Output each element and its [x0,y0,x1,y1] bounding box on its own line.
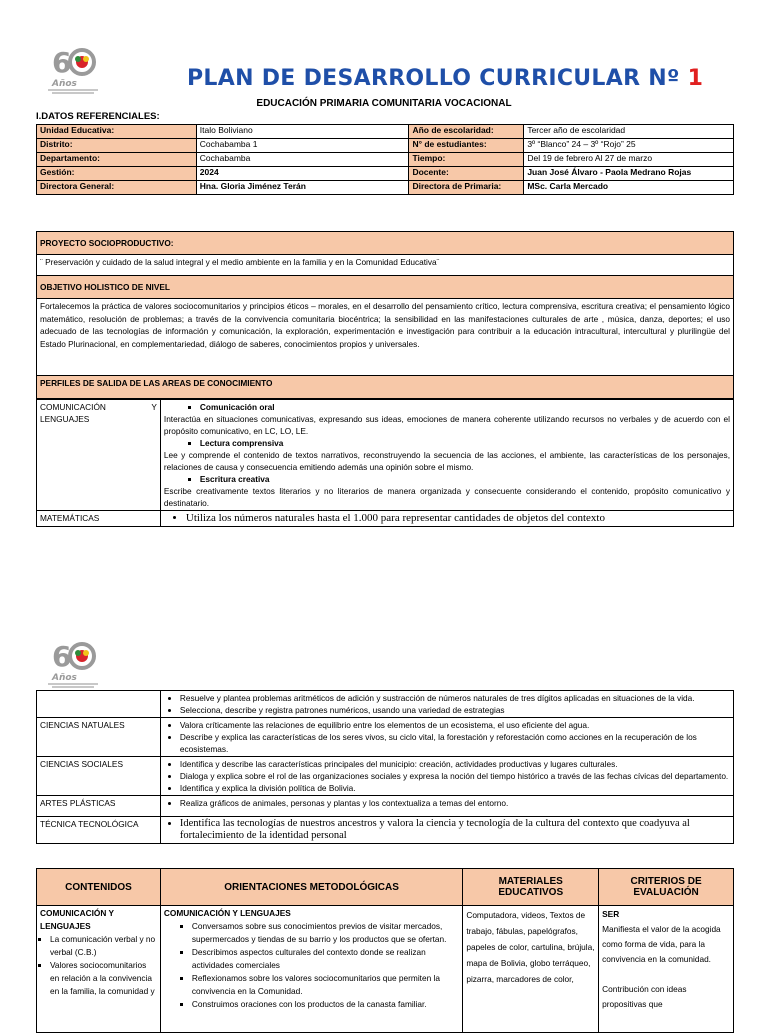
project-table [36,231,734,399]
info-label: N° de estudiantes: [409,139,524,153]
page-subtitle: EDUCACIÓN PRIMARIA COMUNITARIA VOCACIONAL [256,98,512,109]
area-label-artes-plasticas: ARTES PLÁSTICAS [37,796,161,817]
table-row [37,691,734,718]
contenidos-title: COMUNICACIÓN Y LENGUAJES [40,908,114,931]
info-row [37,181,734,195]
perfiles-label: PERFILES DE SALIDA DE LAS AREAS DE CONOCIMIENTO [37,376,734,399]
proyecto-label: PROYECTO SOCIOPRODUCTIVO: [37,232,734,255]
info-row [37,167,734,181]
list-item: ▪ Reflexionamos sobre los valores sociocomunitarios que permiten la convivencia en la Comunidad. [192,972,459,998]
table-row [37,511,734,527]
orientaciones-title: COMUNICACIÓN Y LENGUAJES [163,908,291,918]
list-item: ▪ Comunicación oral [200,401,730,413]
header-materiales: MATERIALES EDUCATIVOS [463,869,599,906]
criterios-title: SER [602,909,620,919]
plan-number: 1 [687,66,704,91]
table-row [37,906,734,1033]
list-item: ▪ Valores sociocomunitarios en relación a la convivencia en la familia, la comunidad y [50,959,157,998]
list-item: • Resuelve y plantea problemas aritméticos de adición y sustracción de números naturales de tres dígitos aplicadas en situaciones de la vida. [180,692,730,704]
info-label: Departamento: [37,153,197,167]
info-value: 3º “Blanco” 24 – 3º “Rojo” 25 [524,139,734,153]
svg-text:6: 6 [52,640,72,673]
info-label: Distrito: [37,139,197,153]
area-label-ciencias-sociales: CIENCIAS SOCIALES [37,757,161,796]
list-item: ▪ Conversamos sobre sus conocimientos previos de visitar mercados, supermercados y tiendas de su barrio y los productos que se ofertan. [192,920,459,946]
info-value: Juan José Álvaro - Paola Medrano Rojas [524,167,734,181]
info-label: Docente: [409,167,524,181]
list-item: • Identifica y explica la división política de Bolivia. [180,782,730,794]
escritura-text: Escribe creativamente textos literarios y no literarios de manera organizada y consecuente considerando el contenido, propósito comunicativo y destinatario. [163,486,730,508]
table-row [37,757,734,796]
svg-text:6: 6 [52,46,72,79]
list-item: ▪ Escritura creativa [200,473,730,485]
area-label-comunicacion: COMUNICACIÓN Y LENGUAJES [37,400,161,511]
info-value: Cochabamba 1 [196,139,409,153]
info-row [37,125,734,139]
areas-table-page1 [36,399,734,527]
header-criterios: CRITERIOS DE EVALUACIÓN [599,869,734,906]
list-item: ▪ Construimos oraciones con los productos de la canasta familiar. [192,998,459,1011]
area-label-matematicas: MATEMÁTICAS [37,511,161,527]
list-item: • Identifica y describe las características principales del municipio: creación, actividades productivas y lugares culturales. [180,758,730,770]
info-value: Italo Boliviano [196,125,409,139]
info-label: Directora General: [37,181,197,195]
table-row [37,400,734,511]
list-item: • Dialoga y explica sobre el rol de las organizaciones sociales y expresa la noción del tiempo histórico a través de las fechas cívicas del departamento. [180,770,730,782]
area-label-matematicas-cont [37,691,161,718]
info-label: Gestión: [37,167,197,181]
info-value: Hna. Gloria Jiménez Terán [196,181,409,195]
info-value: Del 19 de febrero Al 27 de marzo [524,153,734,167]
list-item: • Realiza gráficos de animales, personas y plantas y los contextualiza a temas del entorno. [180,797,730,809]
info-value: 2024 [196,167,409,181]
list-item: • Selecciona, describe y registra patrones numéricos, usando una variedad de estrategias [180,704,730,716]
logo-text: Años [52,673,77,683]
school-anniversary-logo [38,636,108,690]
page-title: PLAN DE DESARROLLO CURRICULAR Nº 1 [187,66,704,91]
info-row [37,139,734,153]
criterios-text: Contribución con ideas propositivas que [602,984,687,1009]
info-label: Año de escolaridad: [409,125,524,139]
list-item: • Valora críticamente las relaciones de equilibrio entre los elementos de un ecosistema, el uso eficiente del agua. [180,719,730,731]
info-value: Tercer año de escolaridad [524,125,734,139]
list-item: ▪ Describimos aspectos culturales del contexto donde se realizan actividades comerciales [192,946,459,972]
areas-table-page2 [36,690,734,844]
info-value: MSc. Carla Mercado [524,181,734,195]
objetivo-text: Fortalecemos la práctica de valores sociocomunitarios y principios éticos – morales, en el desarrollo del pensamiento crítico, lectura comprensiva, escritura creativa; el pensamiento lógico matemático, resolución de problemas; a través de la convivencia comunitaria biocéntrica; la sensibilidad en las manifestaciones culturales de arte , música, danza, deportes; el uso adecuado de las tecnologías de información y comunicación, la exploración, experimentación e investigación para contribuir a la educación intracultural, intercultural y plurilingüe del Estado Plurinacional, en complementariedad, diálogo de saberes, conocimientos propios y universales. [37,299,734,376]
info-label: Tiempo: [409,153,524,167]
table-row [37,817,734,844]
area-label-tecnica-tecnologica: TÉCNICA TECNOLÓGICA [37,817,161,844]
proyecto-text: ¨ Preservación y cuidado de la salud integral y el medio ambiente en la familia y en la Comunidad Educativa¨ [37,255,734,276]
info-table [36,124,734,195]
list-item: • Describe y explica las características de los seres vivos, su ciclo vital, la forestación y reforestación como acciones en la recuperación de los ecosistemas. [180,731,730,755]
list-item: ▪ La comunicación verbal y no verbal (C.B.) [50,933,157,959]
info-row [37,153,734,167]
planning-table [36,868,734,1033]
school-anniversary-logo [38,42,108,96]
info-value: Cochabamba [196,153,409,167]
list-item: • Identifica las tecnologías de nuestros ancestros y valora la ciencia y tecnología de la cultura del contexto que coadyuva al fortalecimiento de la identidad personal [180,818,730,842]
header-contenidos: CONTENIDOS [37,869,161,906]
table-row [37,718,734,757]
criterios-text: Manifiesta el valor de la acogida como forma de vida, para la convivencia en la comunidad. [602,924,721,964]
objetivo-label: OBJETIVO HOLISTICO DE NIVEL [37,276,734,299]
list-item: • Utiliza los números naturales hasta el 1.000 para representar cantidades de objetos del contexto [186,512,730,525]
table-row [37,796,734,817]
logo-text: Años [52,79,77,89]
info-label: Unidad Educativa: [37,125,197,139]
info-label: Directora de Primaria: [409,181,524,195]
header-orientaciones: ORIENTACIONES METODOLÓGICAS [160,869,462,906]
lectura-text: Lee y comprende el contenido de textos narrativos, reconstruyendo la secuencia de las acciones, el ambiente, las características de los personajes, relaciones de causa y consecuencia emitiendo además una opinión sobre el mismo. [163,450,730,472]
materiales-text: Computadora, videos, Textos de trabajo, fábulas, papelógrafos, papeles de color, cartulina, brújula, mapa de Bolivia, globo terráqueo, pizarra, marcadores de color, [463,906,599,1033]
list-item: ▪ Lectura comprensiva [200,437,730,449]
section-heading: I.DATOS REFERENCIALES: [36,111,160,122]
oral-text: Interactúa en situaciones comunicativas, expresando sus ideas, emociones de manera coherente utilizando recursos no verbales y de acuerdo con el propósito comunicativo, en LC, LO, LE. [163,414,730,436]
area-label-ciencias-naturales: CIENCIAS NATUALES [37,718,161,757]
